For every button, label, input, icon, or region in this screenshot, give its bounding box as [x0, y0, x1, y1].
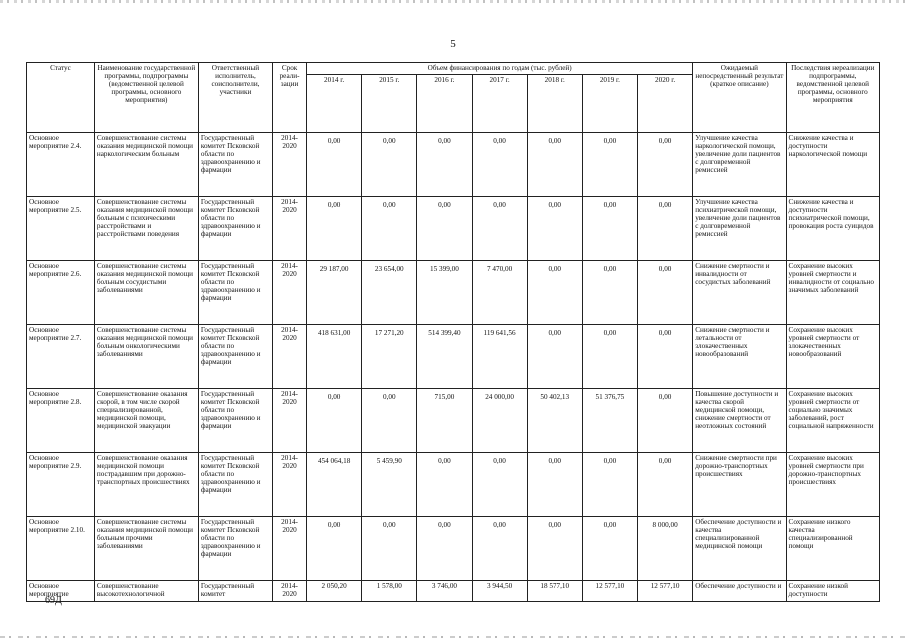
header-year: 2014 г.: [307, 75, 362, 133]
cell-value: 514 399,40: [417, 325, 472, 389]
cell-value: 5 459,90: [362, 453, 417, 517]
cell-value: 0,00: [637, 453, 692, 517]
cell-value: 0,00: [637, 197, 692, 261]
cell-executor: Государственный комитет Псковской области по здравоохранению и фармации: [198, 133, 272, 197]
cell-name: Совершенствование системы оказания медицинской помощи больным онкологическими заболеваниями: [94, 325, 198, 389]
cell-value: 0,00: [527, 517, 582, 581]
header-consequences: Последствия нереализации подпрограммы, ведомственной целевой программы, основного мероприятия: [786, 63, 879, 133]
cell-consequences: Сохранение высоких уровней смертности и инвалидности от социально значимых заболеваний: [786, 261, 879, 325]
cell-value: 0,00: [582, 517, 637, 581]
page-number: 5: [450, 38, 456, 50]
cell-status: Основное мероприятие 2.8.: [27, 389, 95, 453]
cell-value: 29 187,00: [307, 261, 362, 325]
header-year: 2015 г.: [362, 75, 417, 133]
table-row: [27, 453, 880, 517]
cell-value: 0,00: [527, 325, 582, 389]
cell-term: 2014-2020: [273, 133, 307, 197]
cell-executor: Государственный комитет Псковской области по здравоохранению и фармации: [198, 325, 272, 389]
cell-value: 7 470,00: [472, 261, 527, 325]
cell-value: 8 000,00: [637, 517, 692, 581]
cell-result: Улучшение качества психиатрической помощи, увеличение доли пациентов с долговременной ремиссией: [693, 197, 786, 261]
cell-value: 0,00: [472, 133, 527, 197]
cell-status: Основное мероприятие: [27, 581, 95, 602]
cell-status: Основное мероприятие 2.10.: [27, 517, 95, 581]
cell-value: 0,00: [582, 197, 637, 261]
cell-value: 0,00: [637, 133, 692, 197]
cell-name: Совершенствование оказания медицинской помощи пострадавшим при дорожно-транспортных происшествиях: [94, 453, 198, 517]
cell-term: 2014-2020: [273, 261, 307, 325]
program-funding-table: [26, 62, 880, 602]
cell-consequences: Сохранение высоких уровней смертности при дорожно-транспортных происшествиях: [786, 453, 879, 517]
cell-value: 0,00: [307, 133, 362, 197]
cell-value: 51 376,75: [582, 389, 637, 453]
cell-value: 0,00: [307, 517, 362, 581]
cell-status: Основное мероприятие 2.7.: [27, 325, 95, 389]
header-name: Наименование государственной программы, подпрограммы (ведомственной целевой программы, основного мероприятия): [94, 63, 198, 133]
footer-code: 69Д: [45, 595, 62, 606]
cell-name: Совершенствование системы оказания медицинской помощи больным прочими заболеваниями: [94, 517, 198, 581]
header-year: 2016 г.: [417, 75, 472, 133]
table-row: [27, 261, 880, 325]
header-funding: Объем финансирования по годам (тыс. рублей): [307, 63, 693, 75]
cell-name: Совершенствование оказания скорой, в том числе скорой специализированной, медицинской помощи, медицинской эвакуации: [94, 389, 198, 453]
cell-term: 2014-2020: [273, 453, 307, 517]
table-row: [27, 197, 880, 261]
table-row: [27, 133, 880, 197]
cell-value: 0,00: [417, 197, 472, 261]
cell-result: Снижение смертности и инвалидности от сосудистых заболеваний: [693, 261, 786, 325]
cell-value: 0,00: [527, 261, 582, 325]
cell-consequences: Сохранение низкой доступности: [786, 581, 879, 602]
cell-value: 15 399,00: [417, 261, 472, 325]
cell-value: 0,00: [417, 453, 472, 517]
cell-value: 0,00: [362, 389, 417, 453]
cell-value: 0,00: [417, 517, 472, 581]
cell-value: 0,00: [362, 133, 417, 197]
table-row: [27, 517, 880, 581]
cell-term: 2014-2020: [273, 581, 307, 602]
cell-value: 3 746,00: [417, 581, 472, 602]
cell-name: Совершенствование системы оказания медицинской помощи больным сосудистыми заболеваниями: [94, 261, 198, 325]
cell-value: 0,00: [362, 517, 417, 581]
cell-term: 2014-2020: [273, 197, 307, 261]
header-year: 2019 г.: [582, 75, 637, 133]
cell-value: 0,00: [637, 389, 692, 453]
cell-term: 2014-2020: [273, 517, 307, 581]
cell-value: 0,00: [582, 325, 637, 389]
cell-consequences: Снижение качества и доступности психиатрической помощи, провокация роста суицидов: [786, 197, 879, 261]
cell-value: 0,00: [527, 453, 582, 517]
cell-value: 2 050,20: [307, 581, 362, 602]
cell-value: 0,00: [472, 453, 527, 517]
cell-result: Улучшение качества наркологической помощи, увеличение доли пациентов с долговременной ремиссией: [693, 133, 786, 197]
cell-value: 0,00: [472, 517, 527, 581]
header-executor: Ответственный исполнитель, соисполнители, участники: [198, 63, 272, 133]
cell-value: 119 641,56: [472, 325, 527, 389]
header-term: Срок реали-зации: [273, 63, 307, 133]
cell-executor: Государственный комитет Псковской области по здравоохранению и фармации: [198, 517, 272, 581]
cell-status: Основное мероприятие 2.6.: [27, 261, 95, 325]
cell-value: 0,00: [472, 197, 527, 261]
cell-result: Обеспечение доступности и качества специализированной медицинской помощи: [693, 517, 786, 581]
cell-executor: Государственный комитет Псковской области по здравоохранению и фармации: [198, 453, 272, 517]
cell-executor: Государственный комитет Псковской области по здравоохранению и фармации: [198, 261, 272, 325]
cell-value: 0,00: [582, 453, 637, 517]
cell-consequences: Снижение качества и доступности наркологической помощи: [786, 133, 879, 197]
cell-consequences: Сохранение высоких уровней смертности от злокачественных новообразований: [786, 325, 879, 389]
cell-value: 715,00: [417, 389, 472, 453]
cell-consequences: Сохранение высоких уровней смертности от социально значимых заболеваний, рост социальной напряженности: [786, 389, 879, 453]
cell-value: 454 064,18: [307, 453, 362, 517]
cell-value: 0,00: [527, 197, 582, 261]
table-row: [27, 389, 880, 453]
cell-value: 0,00: [417, 133, 472, 197]
cell-result: Снижение смертности при дорожно-транспортных происшествиях: [693, 453, 786, 517]
cell-name: Совершенствование системы оказания медицинской помощи больным с психическими расстройствами и расстройствами поведения: [94, 197, 198, 261]
cell-value: 18 577,10: [527, 581, 582, 602]
cell-status: Основное мероприятие 2.4.: [27, 133, 95, 197]
cell-status: Основное мероприятие 2.5.: [27, 197, 95, 261]
cell-name: Совершенствование высокотехнологичной: [94, 581, 198, 602]
cell-value: 0,00: [637, 325, 692, 389]
cell-name: Совершенствование системы оказания медицинской помощи наркологическим больным: [94, 133, 198, 197]
cell-value: 3 944,50: [472, 581, 527, 602]
header-year: 2020 г.: [637, 75, 692, 133]
cell-consequences: Сохранение низкого качества специализированной помощи: [786, 517, 879, 581]
cell-value: 24 000,00: [472, 389, 527, 453]
cell-value: 0,00: [582, 261, 637, 325]
cell-executor: Государственный комитет: [198, 581, 272, 602]
header-year: 2018 г.: [527, 75, 582, 133]
cell-value: 12 577,10: [637, 581, 692, 602]
cell-status: Основное мероприятие 2.9.: [27, 453, 95, 517]
cell-value: 418 631,00: [307, 325, 362, 389]
cell-result: Обеспечение доступности и: [693, 581, 786, 602]
table-row: [27, 581, 880, 602]
cell-executor: Государственный комитет Псковской области по здравоохранению и фармации: [198, 197, 272, 261]
cell-value: 0,00: [637, 261, 692, 325]
cell-term: 2014-2020: [273, 389, 307, 453]
cell-value: 23 654,00: [362, 261, 417, 325]
cell-executor: Государственный комитет Псковской области по здравоохранению и фармации: [198, 389, 272, 453]
scan-artifact-bottom: [0, 636, 905, 638]
cell-value: 0,00: [527, 133, 582, 197]
table-row: [27, 325, 880, 389]
cell-value: 12 577,10: [582, 581, 637, 602]
cell-value: 1 578,00: [362, 581, 417, 602]
cell-value: 17 271,20: [362, 325, 417, 389]
cell-term: 2014-2020: [273, 325, 307, 389]
cell-value: 50 402,13: [527, 389, 582, 453]
header-year: 2017 г.: [472, 75, 527, 133]
header-status: Статус: [27, 63, 95, 133]
cell-value: 0,00: [307, 389, 362, 453]
cell-value: 0,00: [362, 197, 417, 261]
cell-result: Снижение смертности и летальности от злокачественных новообразований: [693, 325, 786, 389]
header-result: Ожидаемый непосредственный результат (краткое описание): [693, 63, 786, 133]
scan-artifact-top: [0, 0, 905, 3]
cell-value: 0,00: [582, 133, 637, 197]
cell-result: Повышение доступности и качества скорой медицинской помощи, снижение смертности от неотложных состояний: [693, 389, 786, 453]
cell-value: 0,00: [307, 197, 362, 261]
